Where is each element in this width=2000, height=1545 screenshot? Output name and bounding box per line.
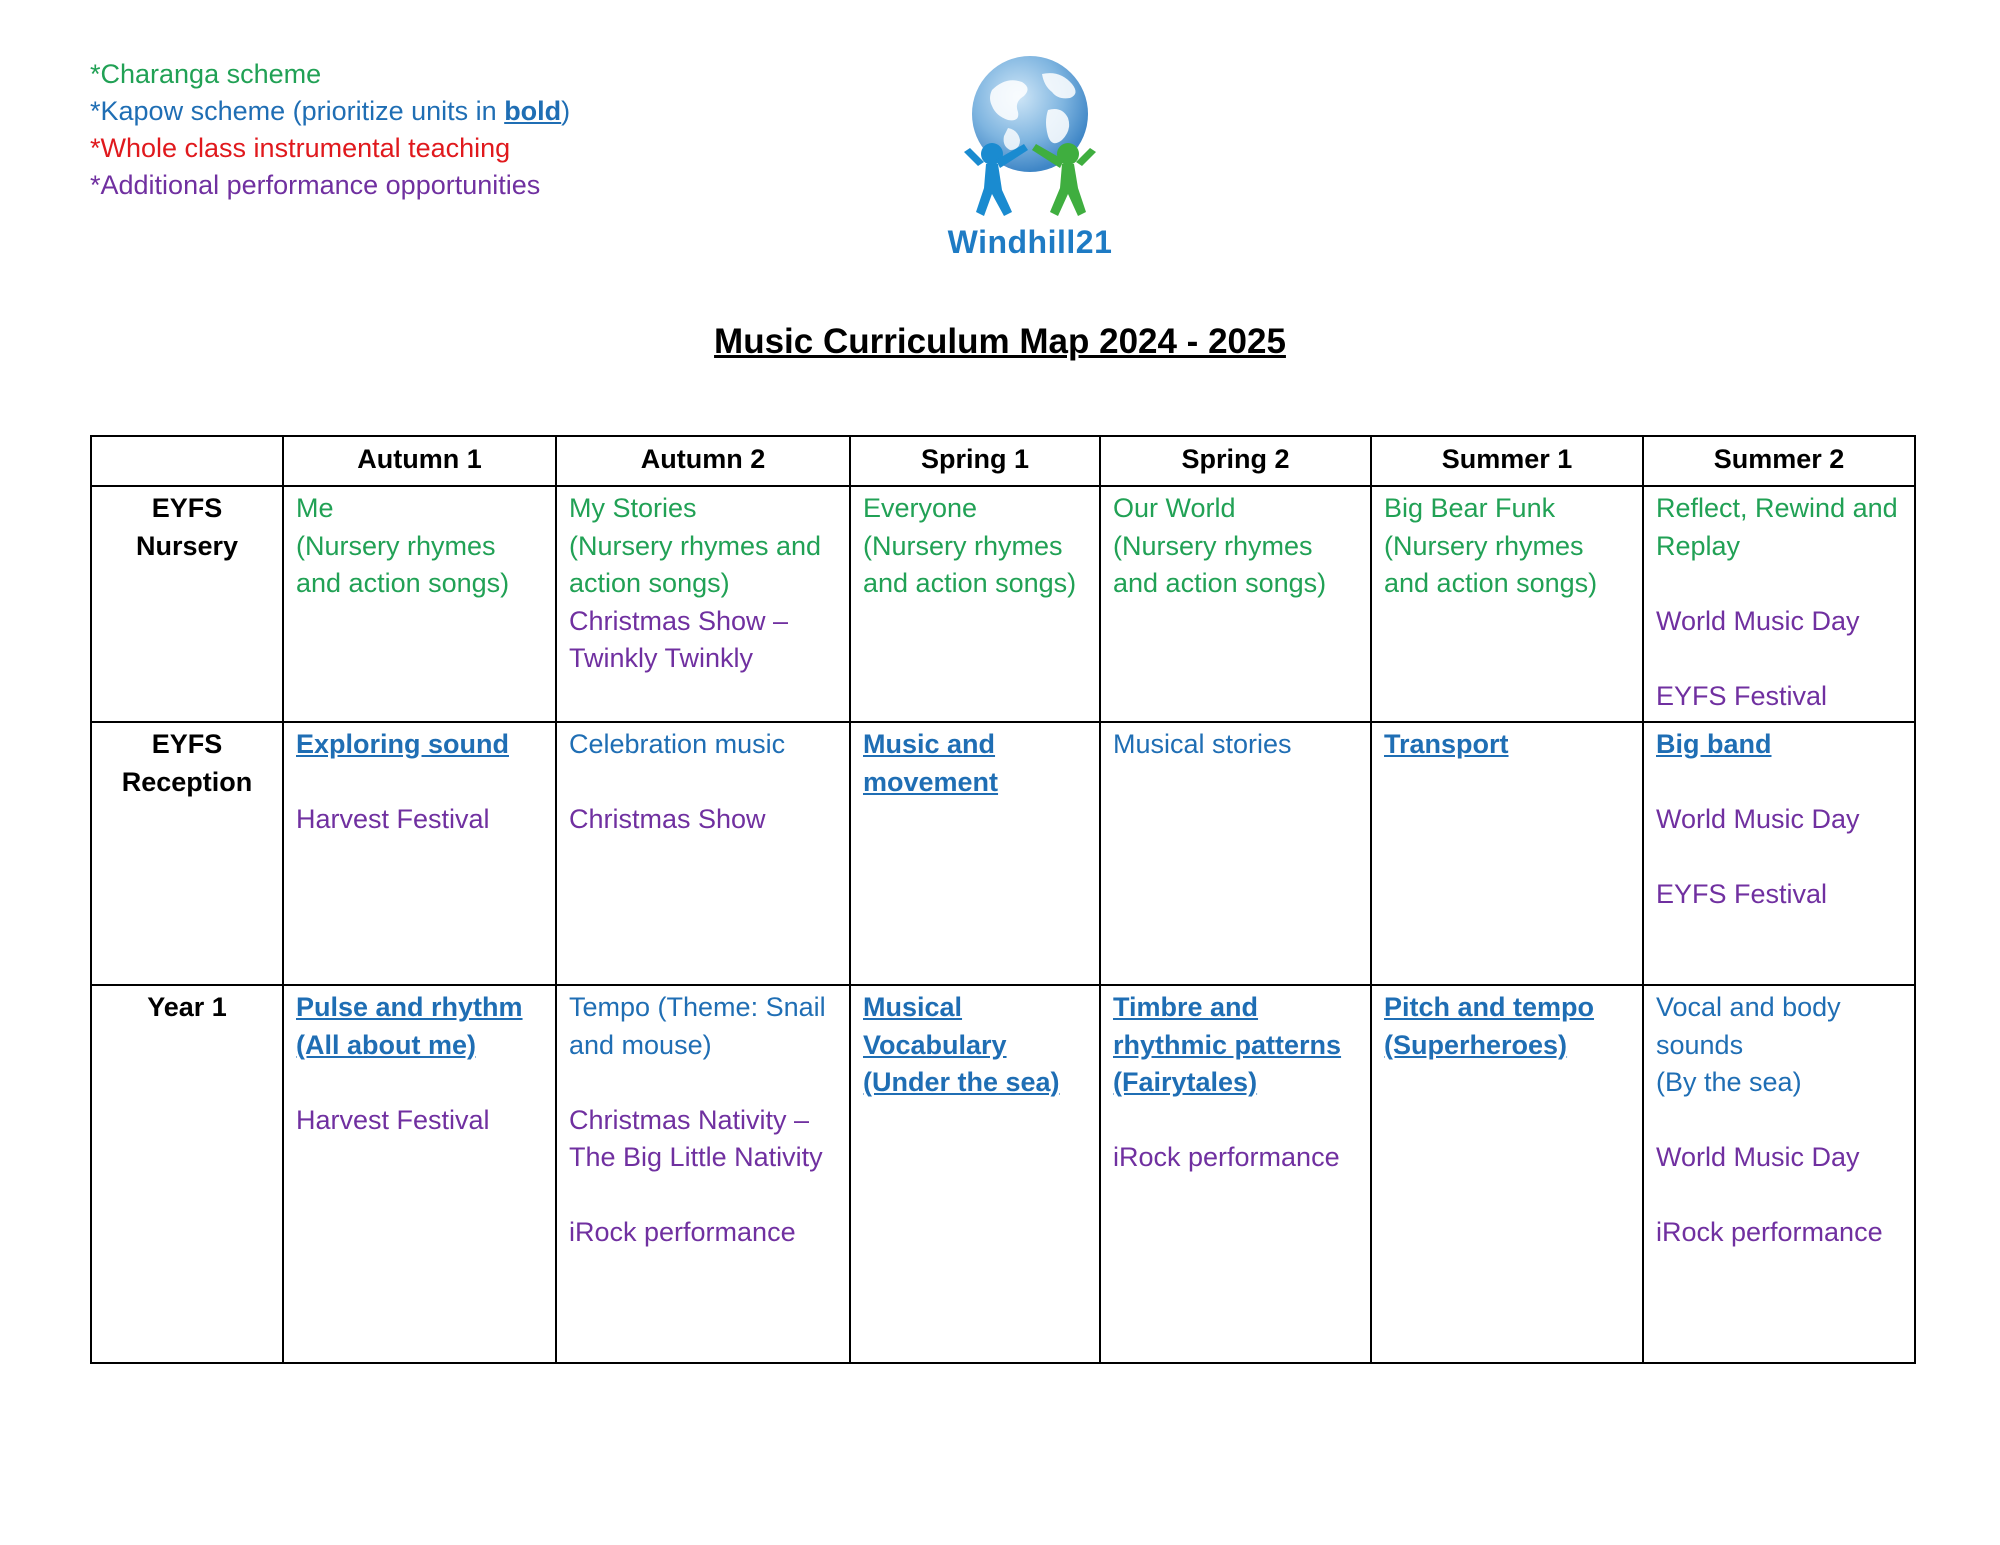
column-header: Spring 2 [1100, 436, 1371, 486]
priority-unit: Big band [1656, 729, 1772, 759]
performance-event: World Music Day [1656, 1142, 1860, 1172]
table-row [91, 722, 1915, 985]
performance-event: iRock performance [569, 1217, 796, 1247]
cell-spacer [296, 764, 543, 802]
row-header-line2: Reception [121, 766, 253, 797]
performance-event: Christmas Nativity – The Big Little Nativity [569, 1104, 823, 1172]
cell-spacer [1656, 1177, 1902, 1215]
priority-unit: Transport [1384, 729, 1509, 759]
curriculum-unit: Vocal and body sounds [1656, 992, 1841, 1060]
performance-event: Christmas Show – Twinkly Twinkly [569, 605, 789, 673]
table-cell [850, 486, 1100, 722]
priority-unit: Exploring sound [296, 729, 509, 759]
row-header-line1: Year 1 [147, 992, 227, 1022]
priority-unit: Pulse and rhythm (All about me) [296, 992, 523, 1060]
table-cell [1643, 985, 1915, 1363]
curriculum-unit: My Stories [569, 493, 697, 523]
curriculum-unit: (Nursery rhymes and action songs) [863, 530, 1077, 598]
column-header: Spring 1 [850, 436, 1100, 486]
curriculum-unit: Musical stories [1113, 729, 1292, 759]
performance-event: World Music Day [1656, 804, 1860, 834]
table-cell [1371, 486, 1643, 722]
page-title: Music Curriculum Map 2024 - 2025 [714, 322, 1286, 361]
curriculum-unit: Me [296, 493, 334, 523]
table-cell [850, 722, 1100, 985]
table-cell [1100, 486, 1371, 722]
cell-spacer [1656, 764, 1902, 802]
table-cell [283, 722, 556, 985]
legend-kapow-suffix: ) [561, 96, 571, 126]
table-cell [1371, 722, 1643, 985]
table-cell [1100, 722, 1371, 985]
globe-figures-icon [930, 52, 1130, 224]
column-header: Summer 1 [1371, 436, 1643, 486]
table-cell [283, 985, 556, 1363]
table-cell [283, 486, 556, 722]
curriculum-unit: Big Bear Funk [1384, 493, 1556, 523]
table-row [91, 486, 1915, 722]
row-header-line1: EYFS [151, 493, 223, 523]
row-header [91, 985, 283, 1363]
curriculum-unit: (Nursery rhymes and action songs) [1384, 530, 1598, 598]
school-logo [930, 52, 1130, 262]
cell-spacer [1656, 839, 1902, 877]
performance-event: Harvest Festival [296, 804, 490, 834]
row-header-line2: Nursery [135, 530, 239, 561]
curriculum-table [90, 435, 1916, 1364]
priority-unit: Timbre and rhythmic patterns (Fairytales) [1113, 992, 1342, 1097]
table-cell [1100, 985, 1371, 1363]
header-row [91, 436, 1915, 486]
curriculum-unit: (Nursery rhymes and action songs) [1113, 530, 1327, 598]
priority-unit: Pitch and tempo (Superheroes) [1384, 992, 1595, 1060]
curriculum-unit: (Nursery rhymes and action songs) [569, 530, 822, 598]
curriculum-unit: Celebration music [569, 729, 786, 759]
curriculum-unit: (By the sea) [1656, 1067, 1802, 1097]
performance-event: EYFS Festival [1656, 680, 1828, 711]
row-header-line1: EYFS [151, 729, 223, 759]
row-header [91, 722, 283, 985]
performance-event: iRock performance [1656, 1217, 1883, 1247]
cell-spacer [1656, 1102, 1902, 1140]
cell-spacer [569, 1177, 837, 1215]
legend-instrumental: *Whole class instrumental teaching [90, 133, 511, 163]
cell-spacer [1656, 565, 1902, 603]
curriculum-unit: Everyone [863, 493, 978, 523]
row-header [91, 486, 283, 722]
legend-kapow-bold: bold [504, 96, 562, 126]
logo-text: Windhill21 [947, 224, 1113, 260]
table-cell [1371, 985, 1643, 1363]
performance-event: Harvest Festival [296, 1104, 490, 1135]
cell-spacer [1656, 640, 1902, 678]
column-header: Autumn 2 [556, 436, 850, 486]
header-corner [91, 436, 283, 486]
cell-spacer [296, 1064, 543, 1102]
legend-performance: *Additional performance opportunities [90, 170, 541, 200]
cell-spacer [1113, 1102, 1358, 1140]
table-cell [556, 486, 850, 722]
cell-spacer [569, 1064, 837, 1102]
priority-unit: Music and movement [863, 729, 999, 797]
table-cell [556, 722, 850, 985]
curriculum-unit: Tempo (Theme: Snail and mouse) [569, 992, 826, 1060]
performance-event: EYFS Festival [1656, 879, 1828, 909]
table-cell [1643, 486, 1915, 722]
table-row [91, 985, 1915, 1363]
performance-event: Christmas Show [569, 804, 766, 834]
legend-kapow-prefix: *Kapow scheme (prioritize units in [90, 96, 505, 126]
legend-charanga: *Charanga scheme [90, 59, 322, 89]
legend [90, 56, 570, 204]
performance-event: World Music Day [1656, 605, 1860, 636]
table-cell [850, 985, 1100, 1363]
curriculum-unit: (Nursery rhymes and action songs) [296, 530, 510, 598]
curriculum-unit: Reflect, Rewind and Replay [1656, 493, 1898, 561]
table-cell [1643, 722, 1915, 985]
performance-event: iRock performance [1113, 1142, 1340, 1172]
legend-kapow [90, 93, 570, 130]
priority-unit: Musical Vocabulary (Under the sea) [863, 992, 1060, 1097]
table-cell [556, 985, 850, 1363]
column-header: Autumn 1 [283, 436, 556, 486]
column-header: Summer 2 [1643, 436, 1915, 486]
cell-spacer [569, 764, 837, 802]
curriculum-unit: Our World [1113, 493, 1236, 523]
